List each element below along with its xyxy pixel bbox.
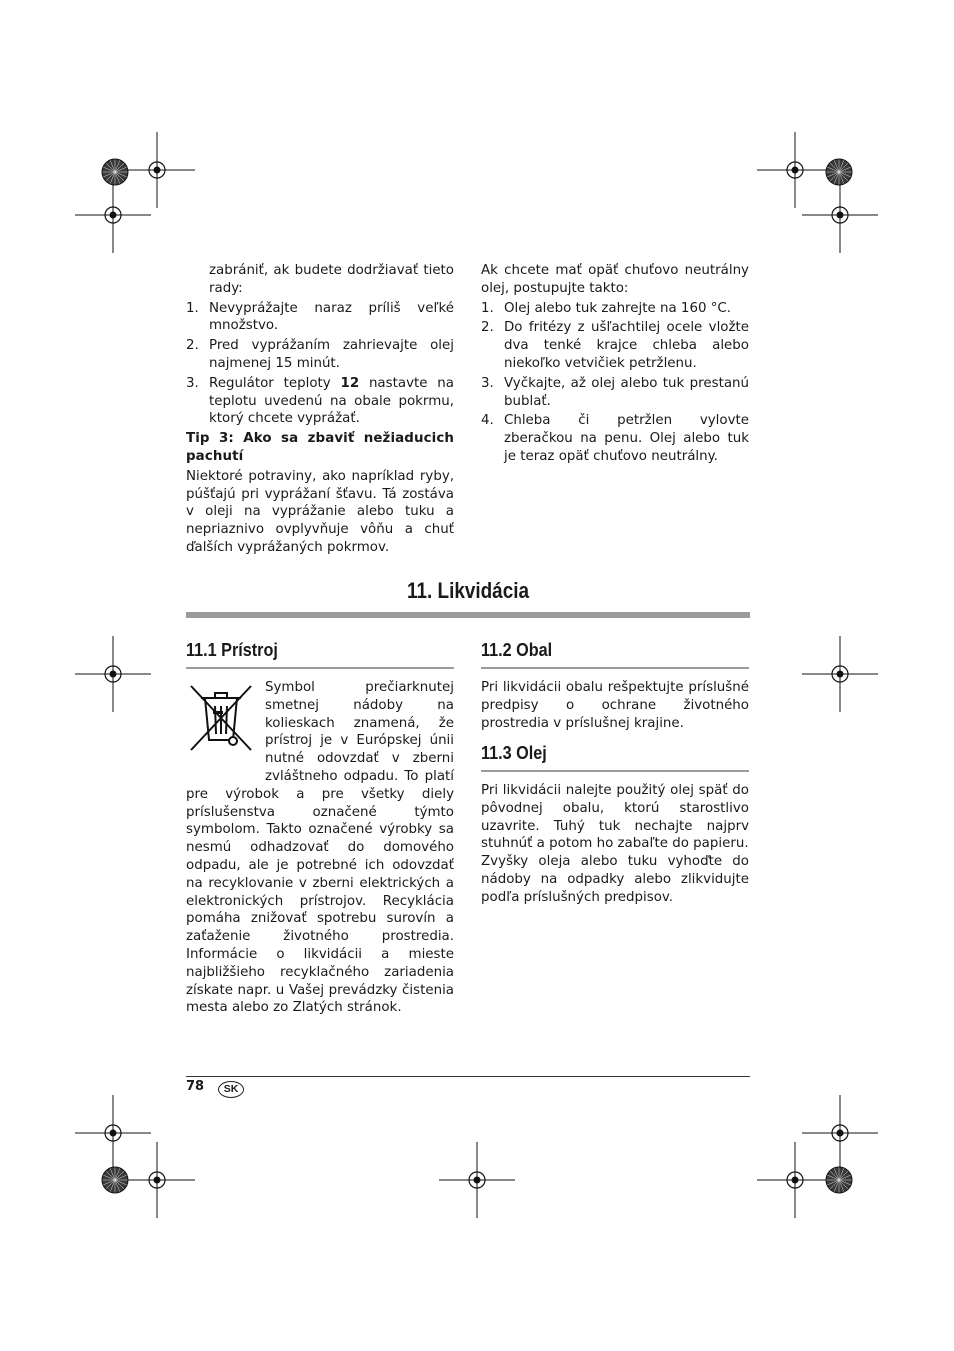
section-title: 11. Likvidácia xyxy=(406,578,530,603)
device-disposal-text: Symbol prečiarknutej smetnej nádoby na kolieskach znamená, že prístroj je v Európskej únii nutné odovzdať v zberni zvláštneho odpadu. To platí pre výrobok a pre všetky diely príslušenstva označené týmto symbolom. Takto označené výrobky sa nesmú odhadzovať do domového odpadu, ale je potrebné ich odovzdať na recyklovanie v zberni elektrických a elektronických prístrojov. Recyklácia pomáha znižovať spotrebu surovín a zaťaženie životného prostredia. Informácie o likvidácii a mieste najbližšieho recyklačného zariadenia získate napr. u Vašej prevádzky čistenia mesta alebo zo Zlatých stránok. xyxy=(186,680,454,1016)
right-steps-list xyxy=(481,300,749,466)
packaging-text: Pri likvidácii obalu rešpektujte príslušné predpisy o ochrane životného prostredia v príslušnej krajine. xyxy=(481,680,749,731)
control-reference: 12 xyxy=(340,375,360,391)
left-column xyxy=(186,262,454,557)
color-rosette-icon xyxy=(826,1167,852,1193)
list-item: 3. Vyčkajte, až olej alebo tuk prestanú bublať. xyxy=(481,375,749,409)
reg-mark-icon xyxy=(75,1095,151,1171)
right-column xyxy=(481,262,749,466)
color-rosette-icon xyxy=(102,1167,128,1193)
reg-mark-icon xyxy=(802,177,878,253)
reg-mark-icon xyxy=(439,1142,515,1218)
list-item: 1. Olej alebo tuk zahrejte na 160 °C. xyxy=(481,300,732,316)
footer-rule xyxy=(186,1076,750,1077)
tip-text: Niektoré potraviny, ako napríklad ryby, púšťajú pri vyprážaní šťavu. Tá zostáva v oleji na vyprážanie alebo tuku a nepriaznivo ovplyvňuje vôňu a chuť ďalších vyprážaných pokrmov. xyxy=(186,468,454,555)
reg-mark-icon xyxy=(757,132,833,208)
reg-mark-icon xyxy=(75,177,151,253)
section-title-bar xyxy=(186,612,750,618)
left-intro: zabrániť, ak budete dodržiavať tieto rady: xyxy=(209,263,454,296)
subsection-heading-packaging: 11.2 Obal xyxy=(481,640,553,660)
reg-mark-icon xyxy=(802,636,878,712)
color-rosette-icon xyxy=(102,159,128,185)
reg-mark-icon xyxy=(75,636,151,712)
list-item: 2. Pred vyprážaním zahrievajte olej najmenej 15 minút. xyxy=(186,338,454,371)
subsection-heading-device: 11.1 Prístroj xyxy=(186,640,278,660)
page-number: 78 xyxy=(186,1079,205,1094)
icon-float-spacer xyxy=(186,679,265,768)
tip-heading: Tip 3: Ako sa zbaviť nežiaducich pachutí xyxy=(186,431,454,464)
subsection-rule xyxy=(481,770,749,772)
oil-disposal-text: Pri likvidácii nalejte použitý olej späť do pôvodnej obalu, ktorú starostlivo uzavrite. Tuhý tuk nechajte najprv stuhnúť a potom ho zabaľte do papieru. Zvyšky oleja alebo tuku vyhoďte do nádoby na odpadky alebo zlikvidujte podľa príslušných predpisov. xyxy=(481,783,749,905)
subsection-rule xyxy=(481,667,749,669)
subsection-rule xyxy=(186,667,454,669)
list-item: 3. Regulátor teploty 12 nastavte na teplotu uvedenú na obale pokrmu, ktorý chcete vyprážať. xyxy=(186,375,454,427)
reg-mark-icon xyxy=(802,1095,878,1171)
reg-mark-icon xyxy=(119,132,195,208)
color-rosette-icon xyxy=(826,159,852,185)
reg-mark-icon xyxy=(119,1142,195,1218)
subsection-heading-oil: 11.3 Olej xyxy=(481,743,547,763)
list-item: 4. Chleba či petržlen vylovte zberačkou na penu. Olej alebo tuk je teraz opäť chuťovo neutrálny. xyxy=(481,413,749,464)
list-item: 2. Do fritézy z ušľachtilej ocele vložte dva tenké krajce chleba alebo niekoľko vetvičiek petržlenu. xyxy=(481,320,749,371)
right-intro: Ak chcete mať opäť chuťovo neutrálny olej, postupujte takto: xyxy=(481,263,749,296)
language-badge: SK xyxy=(218,1081,244,1098)
list-item: 1. Nevyprážajte naraz príliš veľké množstvo. xyxy=(186,300,454,334)
reg-mark-icon xyxy=(757,1142,833,1218)
left-steps-list xyxy=(186,300,454,429)
